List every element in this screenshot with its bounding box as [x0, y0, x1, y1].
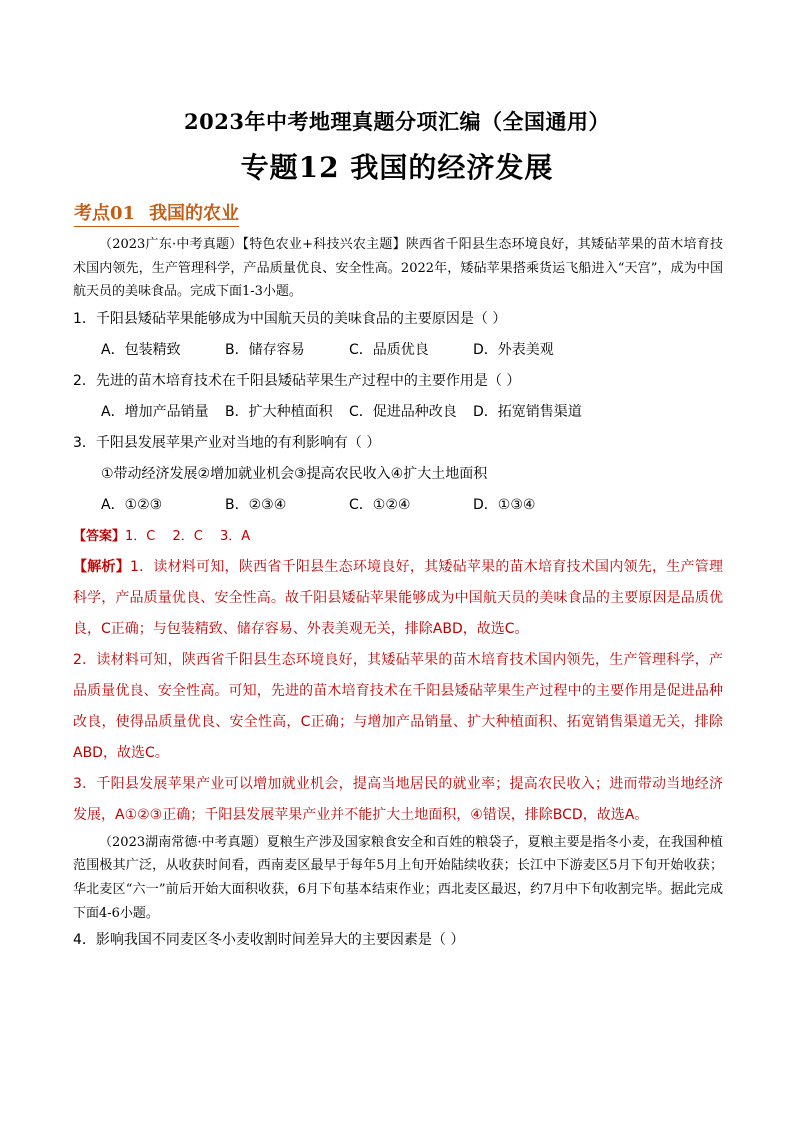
topic-title: 专题12 我国的经济发展 — [240, 151, 554, 184]
answer-text: 1．C 2．C 3．A — [125, 528, 251, 544]
option-c: C．①②④ — [349, 496, 411, 513]
option-b: B．②③④ — [225, 496, 287, 513]
answer-tag: 【答案】 — [73, 528, 126, 544]
analysis-1-text: 1．读材料可知，陕西省千阳县生态环境良好，其矮砧苹果的苗木培育技术国内领先，生产管理科学，产品质量优良、安全性高。故千阳县矮砧苹果能够成为中国航天员的美味食品的主要原因是品质优良，C正确；与包装精致、储存容易、外表美观无关，排除ABD，故选C。 — [73, 558, 724, 637]
option-d: D．①③④ — [473, 496, 536, 513]
section-number: 考点01 — [74, 203, 136, 224]
option-b: B．扩大种植面积 — [225, 403, 333, 420]
option-a: A．①②③ — [101, 496, 163, 513]
option-b: B．储存容易 — [225, 341, 305, 358]
question-4-stem: 4．影响我国不同麦区冬小麦收割时间差异大的主要因素是（ ） — [73, 932, 465, 949]
question-3-options — [73, 490, 723, 521]
question-1-options — [73, 335, 723, 366]
option-c: C．品质优良 — [349, 341, 429, 358]
option-d: D．外表美观 — [473, 341, 554, 358]
content-body — [73, 233, 723, 956]
option-c: C．促进品种改良 — [349, 403, 457, 420]
question-1-stem: 1．千阳县矮砧苹果能够成为中国航天员的美味食品的主要原因是（ ） — [73, 310, 507, 327]
question-2-stem: 2．先进的苗木培育技术在千阳县矮砧苹果生产过程中的主要作用是（ ） — [73, 372, 521, 389]
analysis-3: 3．千阳县发展苹果产业可以增加就业机会，提高当地居民的就业率；提高农民收入；进而带动当地经济发展，A①②③正确；千阳县发展苹果产业并不能扩大土地面积，④错误，排除BCD，故选A。 — [73, 775, 723, 823]
analysis-2: 2．读材料可知，陕西省千阳县生态环境良好，其矮砧苹果的苗木培育技术国内领先，生产管理科学，产品质量优良、安全性高。可知，先进的苗木培育技术在千阳县矮砧苹果生产过程中的主要作用是促进品种改良，使得品质量优良、安全性高，C正确；与增加产品销量、扩大种植面积、拓宽销售渠道无关，排除ABD，故选C。 — [73, 651, 723, 761]
document-title: 2023年中考地理真题分项汇编（全国通用） — [184, 109, 610, 134]
material-paragraph-2: （2023湖南常德·中考真题）夏粮生产涉及国家粮食安全和百姓的粮袋子，夏粮主要是指冬小麦，在我国种植范围极其广泛，从收获时间看，西南麦区最早于每年5月上旬开始陆续收获；长江中下游麦区5月下旬开始收获；华北麦区“六一”前后开始大面积收获，6月下旬基本结束作业；西北麦区最迟，约7月中下旬收割完毕。据此完成下面4-6小题。 — [73, 834, 723, 921]
option-a: A．增加产品销量 — [101, 403, 209, 420]
question-2-options — [73, 397, 723, 428]
section-heading — [74, 199, 239, 227]
question-3-statements: ①带动经济发展②增加就业机会③提高农民收入④扩大土地面积 — [101, 465, 488, 482]
option-d: D．拓宽销售渠道 — [473, 403, 582, 420]
analysis-tag: 【解析】 — [73, 558, 130, 575]
material-paragraph-1: （2023广东·中考真题）【特色农业+科技兴农主题】陕西省千阳县生态环境良好，其矮砧苹果的苗木培育技术国内领先，生产管理科学，产品质量优良、安全性高。2022年，矮砧苹果搭乘货运飞船进入“天宫”，成为中国航天员的美味食品。完成下面1-3小题。 — [73, 237, 723, 300]
section-name: 我国的农业 — [149, 203, 240, 224]
analysis-1 — [73, 552, 723, 645]
question-3-stem: 3．千阳县发展苹果产业对当地的有利影响有（ ） — [73, 434, 381, 451]
answer-line — [73, 521, 723, 552]
option-a: A．包装精致 — [101, 341, 181, 358]
